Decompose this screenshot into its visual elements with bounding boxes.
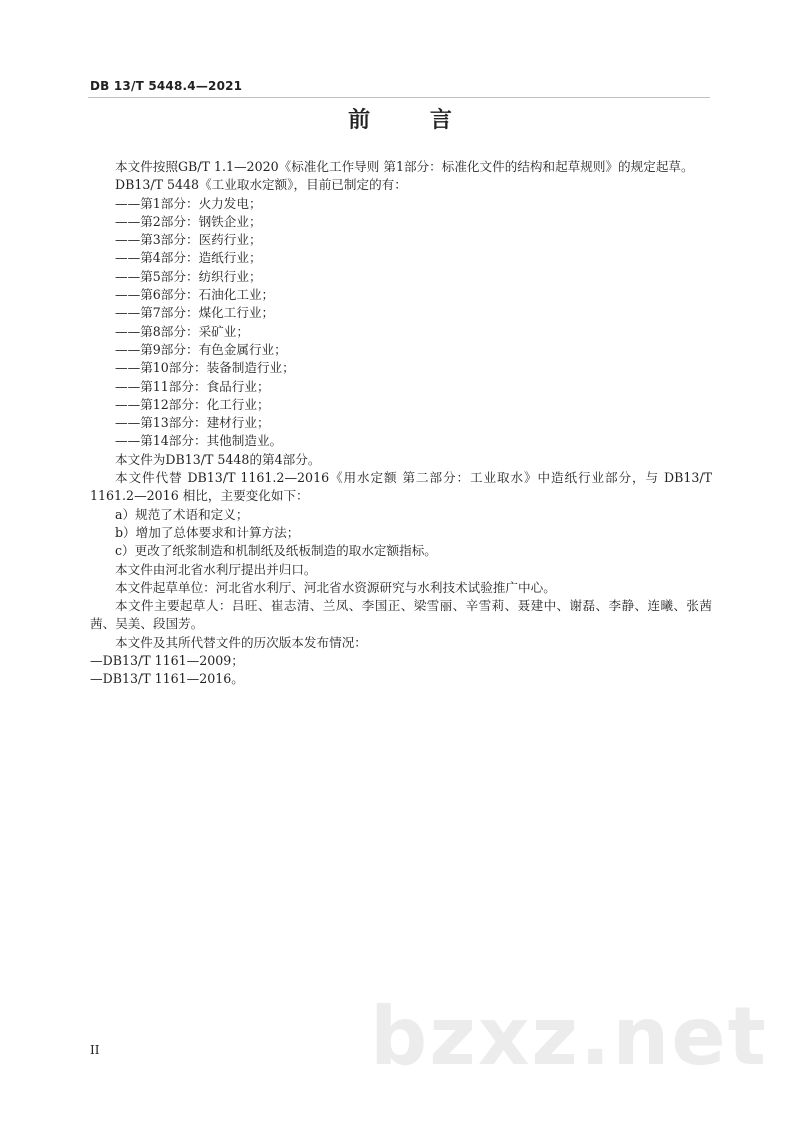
paragraph-series-intro: DB13/T 5448《工业取水定额》，目前已制定的有： (115, 177, 407, 193)
list-item-part: ——第1部分：火力发电； (115, 195, 262, 211)
list-item-part: ——第3部分：医药行业； (115, 232, 262, 248)
list-item-change: a）规范了术语和定义； (115, 506, 249, 522)
paragraph-proposer: 本文件由河北省水利厅提出并归口。 (115, 561, 317, 577)
paragraph-drafters: 本文件主要起草人：吕旺、崔志清、兰凤、李国正、梁雪丽、辛雪莉、聂建中、谢磊、李静、连曦、张茜茜、吴美、段国芳。 (90, 598, 712, 632)
list-item-change: b）增加了总体要求和计算方法； (115, 524, 300, 540)
list-item-part: ——第12部分：化工行业； (115, 396, 270, 412)
watermark: bzxz.net (370, 990, 768, 1083)
header-rule (88, 97, 710, 98)
paragraph-drafting-units: 本文件起草单位：河北省水利厅、河北省水资源研究与水利技术试验推广中心。 (115, 579, 556, 595)
list-item-part: ——第10部分：装备制造行业； (115, 360, 295, 376)
foreword-body (90, 158, 712, 689)
list-item-part: ——第2部分：钢铁企业； (115, 213, 262, 229)
list-item-part: ——第14部分：其他制造业。 (115, 433, 283, 449)
list-item-history: —DB13/T 1161—2016。 (90, 671, 244, 687)
list-item-part: ——第9部分：有色金属行业； (115, 341, 287, 357)
paragraph-part-number: 本文件为DB13/T 5448的第4部分。 (115, 451, 321, 467)
paragraph-replacement: 本文件代替 DB13/T 1161.2—2016《用水定额 第二部分：工业取水》中造纸行业部分，与 DB13/T 1161.2—2016 相比，主要变化如下： (90, 470, 712, 504)
list-item-part: ——第6部分：石油化工业； (115, 287, 275, 303)
list-item-part: ——第8部分：采矿业； (115, 323, 249, 339)
list-item-part: ——第13部分：建材行业； (115, 415, 270, 431)
list-item-change: c）更改了纸浆制造和机制纸及纸板制造的取水定额指标。 (115, 543, 437, 559)
paragraph-drafting-basis: 本文件按照GB/T 1.1—2020《标准化工作导则 第1部分：标准化文件的结构和起草规则》的规定起草。 (115, 159, 694, 174)
list-item-part: ——第5部分：纺织行业； (115, 268, 262, 284)
list-item-history: —DB13/T 1161—2009； (90, 653, 244, 669)
list-item-part: ——第7部分：煤化工行业； (115, 305, 275, 321)
page-title: 前 言 (348, 108, 478, 133)
document-code: DB 13/T 5448.4—2021 (90, 79, 243, 93)
list-item-part: ——第11部分：食品行业； (115, 378, 270, 394)
page-number: II (90, 1043, 100, 1057)
list-item-part: ——第4部分：造纸行业； (115, 250, 262, 266)
paragraph-history-intro: 本文件及其所代替文件的历次版本发布情况： (115, 634, 367, 650)
